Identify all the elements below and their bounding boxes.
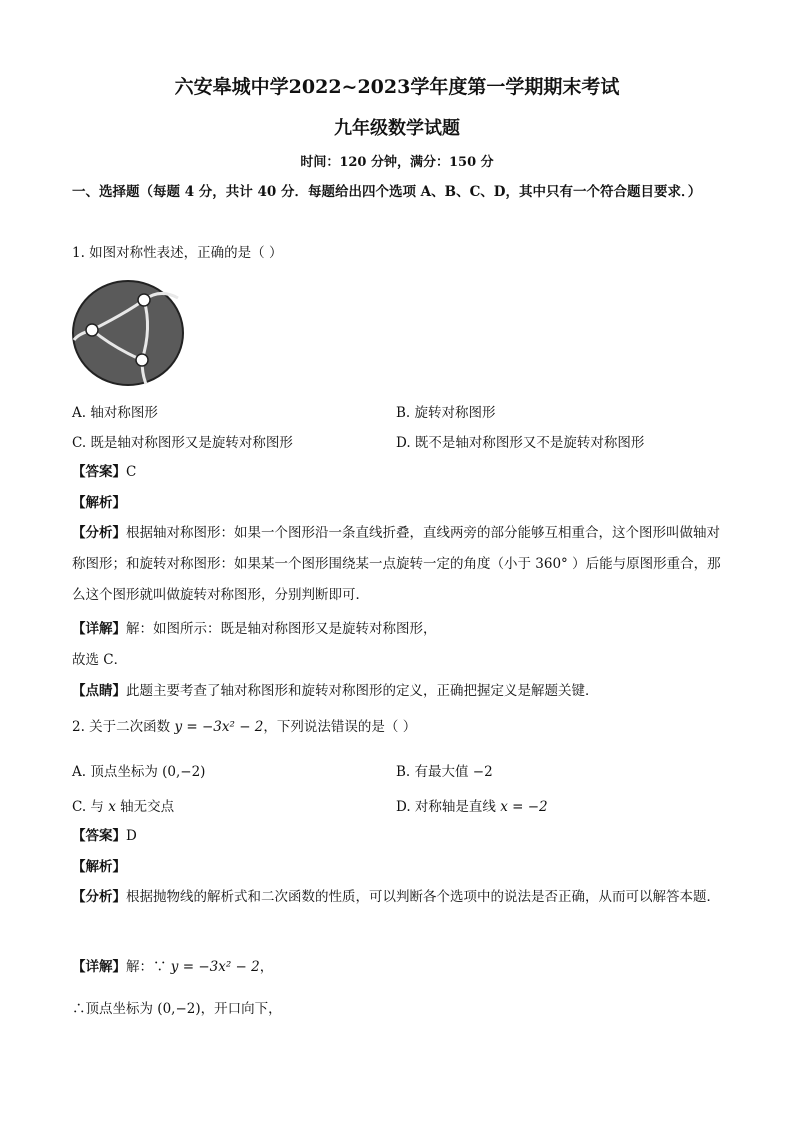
- q2-fenxi: [72, 882, 724, 913]
- exam-time-info: 时间：120 分钟，满分：150 分: [300, 155, 494, 170]
- q1-option-d: D. 既不是轴对称图形又不是旋转对称图形: [396, 435, 645, 451]
- q2-fenxi-tag: 【分析】: [72, 889, 126, 905]
- q2-option-d: [396, 795, 548, 815]
- q1-detail-text: 解：如图所示：既是轴对称图形又是旋转对称图形，: [126, 621, 437, 637]
- q2-option-b: [396, 760, 493, 780]
- exam-subtitle: 九年级数学试题: [334, 118, 460, 139]
- q1-analysis-label: 【解析】: [72, 495, 126, 511]
- q2-detail-suffix: ，: [259, 959, 274, 975]
- q1-comment-tag: 【点睛】: [72, 683, 126, 699]
- q2-option-d-value: x = −2: [500, 799, 548, 815]
- q1-stem: 1. 如图对称性表述，正确的是（ ）: [72, 245, 283, 261]
- q2-answer-tag: 【答案】: [72, 828, 126, 844]
- q1-option-a: A. 轴对称图形: [72, 405, 158, 421]
- q2-detail-formula: y = −3x² − 2: [170, 959, 260, 975]
- q1-detail-tag: 【详解】: [72, 621, 126, 637]
- q2-step-value: (0,−2): [157, 1001, 201, 1017]
- q2-detail-tag: 【详解】: [72, 959, 126, 975]
- q2-option-c-var: x: [108, 799, 116, 815]
- q1-conclusion: 故选 C．: [72, 652, 128, 668]
- q2-option-b-label: B. 有最大值: [396, 764, 473, 780]
- q2-analysis-tag: [72, 858, 126, 876]
- q1-comment-text: 此题主要考查了轴对称图形和旋转对称图形的定义，正确把握定义是解题关键．: [126, 683, 599, 699]
- q2-option-d-label: D. 对称轴是直线: [396, 799, 501, 815]
- q2-stem-formula: y = −3x² − 2: [174, 719, 264, 735]
- q1-analysis-tag: [72, 494, 126, 512]
- q1-comment: [72, 682, 599, 700]
- q2-detail-prefix: 解：∵: [126, 959, 171, 975]
- q2-option-a-value: (0,−2): [162, 764, 206, 780]
- q2-step-prefix: ∴顶点坐标为: [72, 1001, 158, 1017]
- q1-fenxi-text: 根据轴对称图形：如果一个图形沿一条直线折叠，直线两旁的部分能够互相重合，这个图形叫做轴对称图形；和旋转对称图形：如果某一个图形围绕某一点旋转一定的角度（小于 360° ）后能与原图形重合，那么这个图形就叫做旋转对称图形，分别判断即可．: [72, 525, 721, 603]
- q2-step-suffix: ，开口向下，: [200, 1001, 282, 1017]
- q2-option-c: [72, 795, 174, 815]
- q1-fenxi-tag: 【分析】: [72, 525, 126, 541]
- q1-answer-tag: 【答案】: [72, 464, 126, 480]
- sphere-figure-icon: [70, 278, 186, 388]
- section-heading: 一、选择题（每题 4 分，共计 40 分．每题给出四个选项 A、B、C、D，其中只有一个符合题目要求．）: [72, 184, 702, 200]
- q1-detail: [72, 620, 437, 638]
- q1-fenxi: [72, 518, 724, 611]
- q2-fenxi-text: 根据抛物线的解析式和二次函数的性质，可以判断各个选项中的说法是否正确，从而可以解答本题．: [126, 889, 720, 905]
- q2-stem-suffix: ，下列说法错误的是（ ）: [263, 719, 417, 735]
- q1-answer: [72, 463, 136, 481]
- q2-answer: [72, 827, 137, 845]
- exam-title: 六安皋城中学2022~2023学年度第一学期期末考试: [174, 76, 620, 98]
- q2-step: [72, 1000, 282, 1018]
- q2-analysis-label: 【解析】: [72, 859, 126, 875]
- q2-option-a: [72, 760, 205, 780]
- q2-option-c-label: C. 与: [72, 799, 109, 815]
- q2-stem: [72, 718, 416, 736]
- q1-figure: [70, 278, 186, 388]
- q2-option-b-value: −2: [472, 764, 493, 780]
- q1-answer-value: C: [126, 464, 137, 480]
- q2-option-a-label: A. 顶点坐标为: [72, 764, 163, 780]
- q1-option-b: B. 旋转对称图形: [396, 405, 496, 421]
- q2-option-c-suffix: 轴无交点: [115, 799, 175, 815]
- q2-stem-prefix: 2. 关于二次函数: [72, 719, 175, 735]
- q2-detail: [72, 958, 273, 976]
- q2-answer-value: D: [126, 828, 137, 844]
- q1-option-c: C. 既是轴对称图形又是旋转对称图形: [72, 435, 293, 451]
